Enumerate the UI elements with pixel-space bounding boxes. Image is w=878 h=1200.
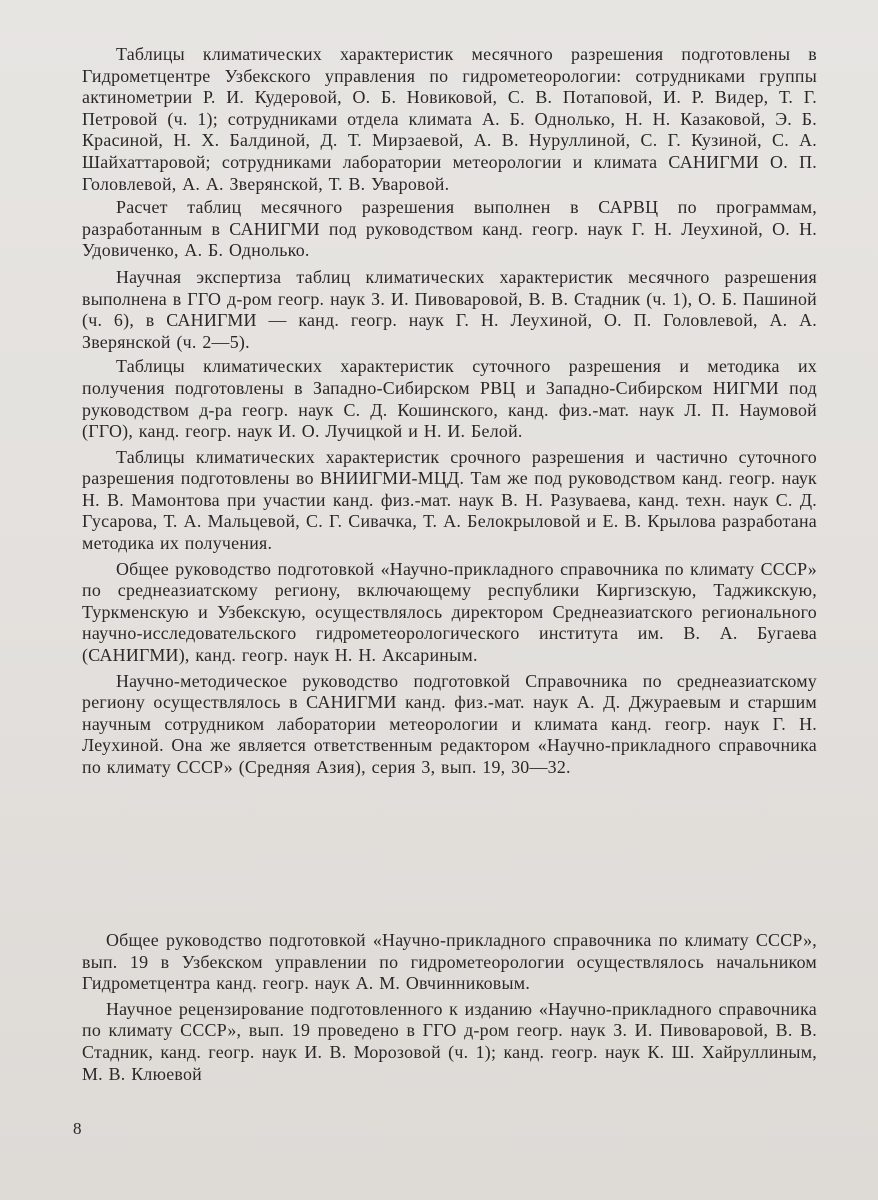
text-block-bottom [82,930,817,1089]
paragraph: Научное рецензирование подготовленного к изданию «Научно-прикладного справочника по климату СССР», вып. 19 проведено в ГГО д-ром геогр. наук З. И. Пивоваровой, В. В. Стадник, канд. геогр. наук И. В. Морозовой (ч. 1); канд. геогр. наук К. Ш. Хайруллиным, М. В. Клюевой [82,998,817,1084]
paragraph: Научная экспертиза таблиц климатических характеристик месячного разрешения выполнена в ГГО д-ром геогр. наук З. И. Пивоваровой, В. В. Стадник (ч. 1), О. Б. Пашиной (ч. 6), в САНИГМИ — канд. геогр. наук Г. Н. Леухиной, О. П. Головлевой, А. А. Зверянской (ч. 2—5). [82,266,817,352]
paragraph: Расчет таблиц месячного разрешения выполнен в САРВЦ по программам, разработанным в САНИГМИ под руководством канд. геогр. наук Г. Н. Леухиной, О. Н. Удовиченко, А. Б. Однолько. [82,197,817,261]
paragraph: Научно-методическое руководство подготовкой Справочника по среднеазиатскому региону осуществлялось в САНИГМИ канд. физ.-мат. наук А. Д. Джураевым и старшим научным сотрудником лаборатории метеорологии и климата канд. геогр. наук Г. Н. Леухиной. Она же является ответственным редактором «Научно-прикладного справочника по климату СССР» (Средняя Азия), серия 3, вып. 19, 30—32. [82,670,817,777]
paragraph: Общее руководство подготовкой «Научно-прикладного справочника по климату СССР» по среднеазиатскому региону, включающему республики Киргизскую, Таджикскую, Туркменскую и Узбекскую, осуществлялось директором Среднеазиатского регионального научно-исследовательского гидрометеорологического института им. В. А. Бугаева (САНИГМИ), канд. геогр. наук Н. Н. Аксариным. [82,558,817,666]
text-block-top [82,44,817,779]
paragraph: Таблицы климатических характеристик срочного разрешения и частично суточного разрешения подготовлены во ВНИИГМИ-МЦД. Там же под руководством канд. геогр. наук Н. В. Мамонтова при участии канд. физ.-мат. наук В. Н. Разуваева, канд. техн. наук С. Д. Гусарова, Т. А. Мальцевой, С. Г. Сивачка, Т. А. Белокрыловой и Е. В. Крылова разработана методика их получения. [82,446,817,554]
page-number: 8 [73,1119,82,1138]
paragraph: Таблицы климатических характеристик месячного разрешения подготовлены в Гидрометцентре Узбекского управления по гидрометеорологии: сотрудниками группы актинометрии Р. И. Кудеровой, О. Б. Новиковой, С. В. Потаповой, И. Р. Видер, Т. Г. Петровой (ч. 1); сотрудниками отдела климата А. Б. Однолько, Н. Н. Казаковой, Э. Б. Красиной, Н. Х. Балдиной, Д. Т. Мирзаевой, А. В. Нуруллиной, С. Г. Кузиной, С. А. Шайхаттаровой; сотрудниками лаборатории метеорологии и климата САНИГМИ О. П. Головлевой, А. А. Зверянской, Т. В. Уваровой. [82,44,817,194]
paragraph: Общее руководство подготовкой «Научно-прикладного справочника по климату СССР», вып. 19 в Узбекском управлении по гидрометеорологии осуществлялось начальником Гидрометцентра канд. геогр. наук А. М. Овчинниковым. [82,930,817,994]
paragraph: Таблицы климатических характеристик суточного разрешения и методика их получения подготовлены в Западно-Сибирском РВЦ и Западно-Сибирском НИГМИ под руководством д-ра геогр. наук С. Д. Кошинского, канд. физ.-мат. наук Л. П. Наумовой (ГГО), канд. геогр. наук И. О. Лучицкой и Н. И. Белой. [82,356,817,442]
